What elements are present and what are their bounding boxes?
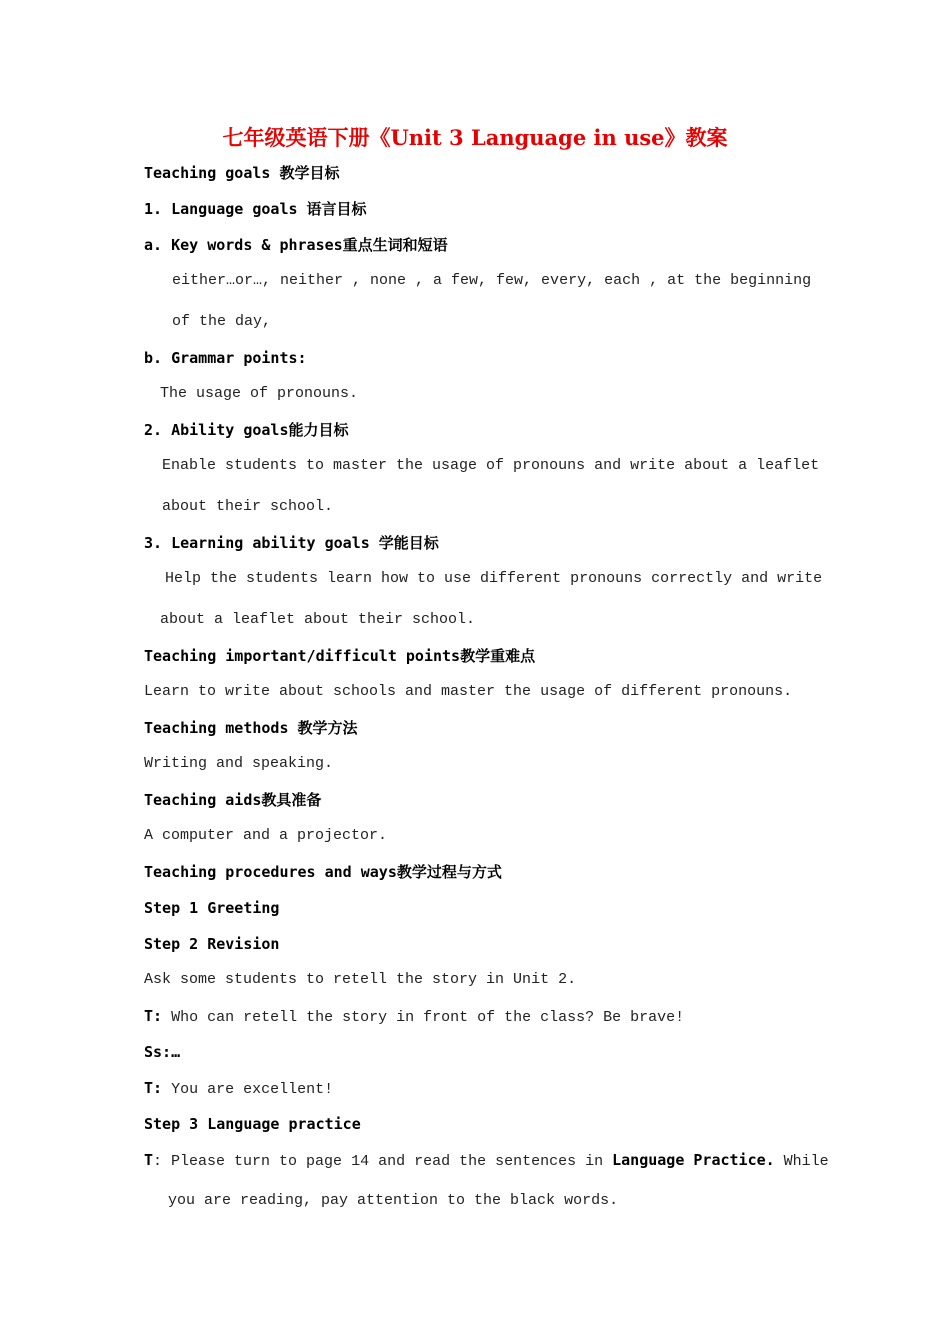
step-3-heading: Step 3 Language practice — [144, 1115, 361, 1133]
teaching-aids-heading: Teaching aids教具准备 — [144, 791, 322, 809]
teaching-methods-heading: Teaching methods 教学方法 — [144, 719, 358, 737]
grammar-points-heading: b. Grammar points: — [144, 349, 307, 367]
teacher-line-1 — [144, 1006, 684, 1028]
document-title: 七年级英语下册《Unit 3 Language in use》教案 — [222, 125, 728, 150]
learning-goals-heading: 3. Learning ability goals 学能目标 — [144, 534, 439, 552]
learning-goals-text-2: about a leaflet about their school. — [160, 611, 476, 628]
teacher-line-2 — [144, 1078, 333, 1100]
step-1-heading: Step 1 Greeting — [144, 899, 280, 917]
ability-goals-heading: 2. Ability goals能力目标 — [144, 421, 349, 439]
teacher-line-3-continued: you are reading, pay attention to the black words. — [168, 1192, 619, 1209]
speaker-label: T: — [144, 1079, 163, 1097]
students-line: Ss:… — [144, 1043, 181, 1061]
language-goals-heading: 1. Language goals 语言目标 — [144, 200, 367, 218]
key-words-text-1: either…or…, neither , none , a few, few, every, each , at the beginning — [172, 272, 812, 289]
dialogue-text: Who can retell the story in front of the class? Be brave! — [162, 1009, 685, 1026]
key-words-heading: a. Key words & phrases重点生词和短语 — [144, 236, 448, 254]
teaching-goals-heading: Teaching goals 教学目标 — [144, 164, 340, 182]
language-practice-label: Language Practice. — [612, 1151, 775, 1169]
important-points-heading: Teaching important/difficult points教学重难点 — [144, 647, 536, 665]
step-2-heading: Step 2 Revision — [144, 935, 280, 953]
learning-goals-text-1: Help the students learn how to use different pronouns correctly and write — [165, 570, 823, 587]
teaching-aids-text: A computer and a projector. — [144, 827, 388, 844]
speaker-label: T: — [144, 1007, 163, 1025]
key-words-text-2: of the day, — [172, 313, 272, 330]
dialogue-text: You are excellent! — [162, 1081, 334, 1098]
teaching-methods-text: Writing and speaking. — [144, 755, 334, 772]
speaker-label: T — [144, 1151, 154, 1169]
dialogue-text: While — [774, 1153, 829, 1170]
dialogue-text: : Please turn to page 14 and read the sentences in — [153, 1153, 613, 1170]
ability-goals-text-1: Enable students to master the usage of pronouns and write about a leaflet — [162, 457, 820, 474]
ability-goals-text-2: about their school. — [162, 498, 334, 515]
teacher-line-3 — [144, 1150, 829, 1172]
step-2-text: Ask some students to retell the story in Unit 2. — [144, 971, 577, 988]
important-points-text: Learn to write about schools and master the usage of different pronouns. — [144, 683, 793, 700]
grammar-points-text: The usage of pronouns. — [160, 385, 359, 402]
procedures-heading: Teaching procedures and ways教学过程与方式 — [144, 863, 502, 881]
